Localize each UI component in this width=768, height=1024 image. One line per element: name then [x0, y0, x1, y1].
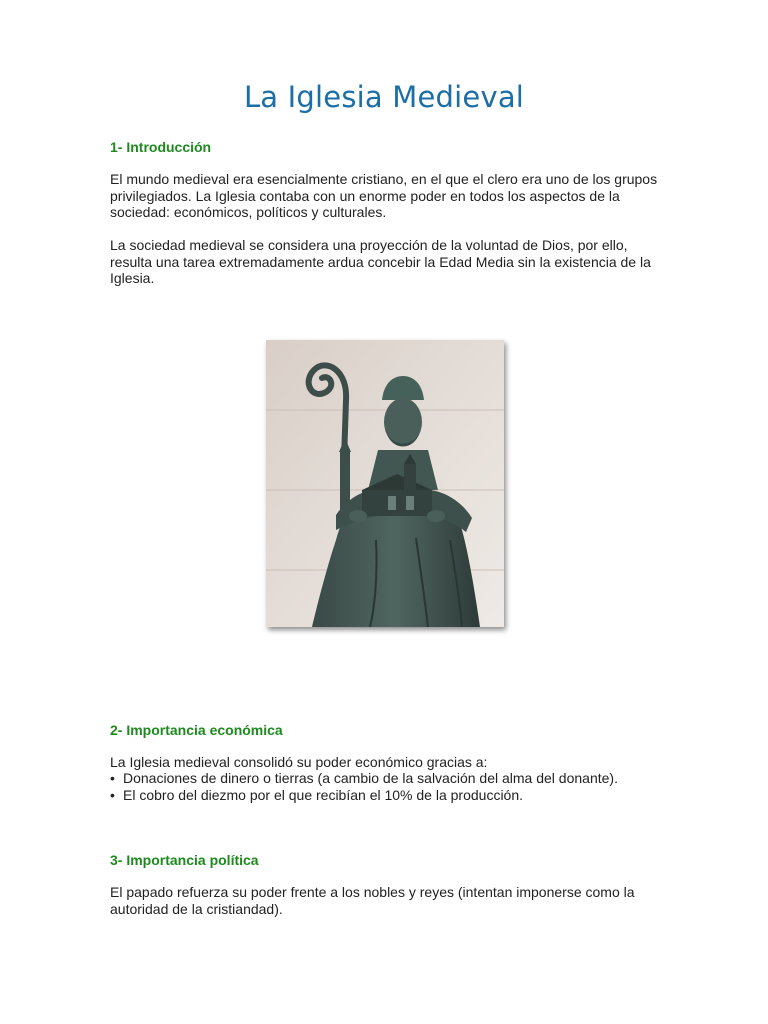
list-item-text: Donaciones de dinero o tierras (a cambio de la salvación del alma del donante).: [123, 770, 618, 786]
list-item: [110, 770, 690, 787]
bishop-statue-image: [266, 340, 504, 627]
section-heading-importancia-economica: 2- Importancia económica: [110, 722, 283, 738]
paragraph-economica-intro: La Iglesia medieval consolidó su poder económico gracias a:: [110, 754, 488, 770]
list-item-text: El cobro del diezmo por el que recibían el 10% de la producción.: [123, 786, 524, 803]
bullet-marker: •: [110, 786, 115, 803]
page-title: La Iglesia Medieval: [243, 80, 525, 114]
paragraph-politica: El papado refuerza su poder frente a los nobles y reyes (intentan imponerse como la autoridad de la cristiandad).: [110, 884, 635, 917]
paragraph-intro-2: La sociedad medieval se considera una proyección de la voluntad de Dios, por ello, resulta una tarea extremadamente ardua concebir la Edad Media sin la existencia de la Iglesia.: [110, 237, 651, 286]
section-heading-introduccion: 1- Introducción: [110, 139, 212, 155]
economic-bullet-list: [110, 770, 690, 803]
section-heading-importancia-politica: 3- Importancia política: [110, 852, 259, 868]
list-item: [110, 787, 690, 804]
bullet-marker: •: [110, 770, 115, 786]
paragraph-intro-1: El mundo medieval era esencialmente cristiano, en el que el clero era uno de los grupos privilegiados. La Iglesia contaba con un enorme poder en todos los aspectos de la sociedad: económicos, políticos y culturales.: [110, 171, 658, 220]
